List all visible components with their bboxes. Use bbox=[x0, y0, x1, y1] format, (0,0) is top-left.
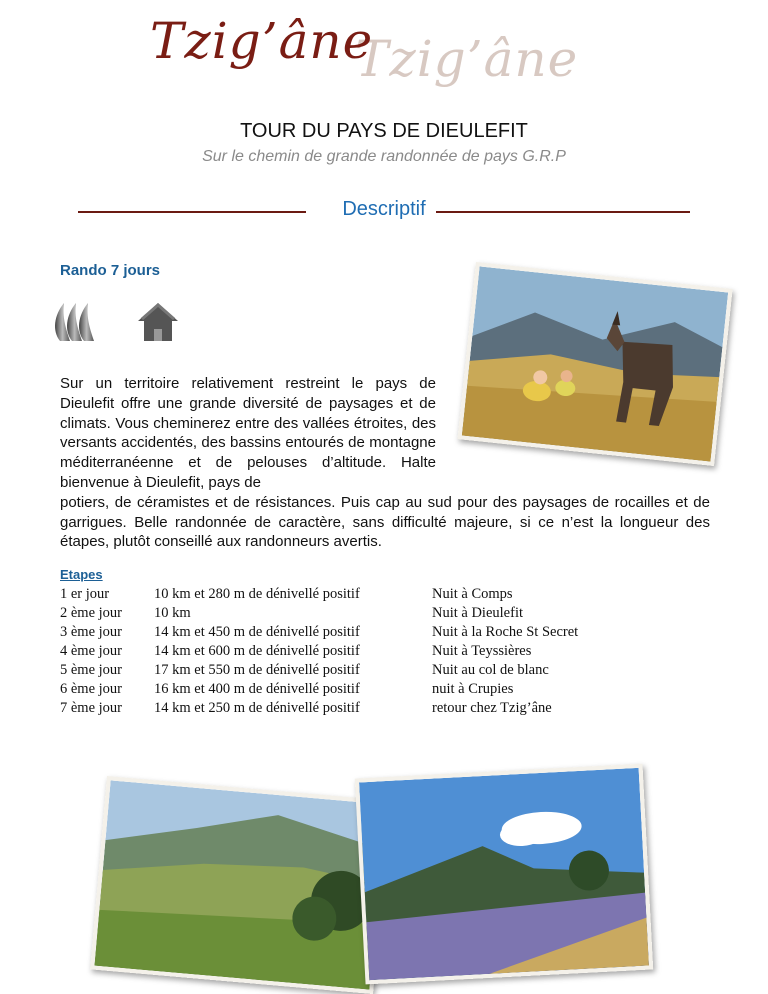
etape-day: 4 ème jour bbox=[60, 643, 123, 659]
etapes-title: Etapes bbox=[60, 567, 103, 582]
etape-day: 6 ème jour bbox=[60, 681, 123, 697]
difficulty-drops-icon bbox=[55, 303, 94, 341]
etape-distance: 10 km bbox=[154, 605, 191, 621]
etape-day: 2 ème jour bbox=[60, 605, 123, 621]
etape-distance: 10 km et 280 m de dénivellé positif bbox=[154, 586, 360, 602]
etape-day: 5 ème jour bbox=[60, 662, 123, 678]
etape-night: nuit à Crupies bbox=[432, 681, 514, 697]
description-text bbox=[60, 374, 710, 552]
rando-title: Rando 7 jours bbox=[60, 262, 161, 279]
brand-logo bbox=[150, 12, 590, 102]
divider-right bbox=[436, 211, 690, 213]
etape-distance: 14 km et 600 m de dénivellé positif bbox=[154, 643, 360, 659]
etape-night: retour chez Tzig’âne bbox=[432, 700, 552, 716]
home-icon bbox=[138, 303, 178, 341]
etape-night: Nuit à Teyssières bbox=[432, 643, 532, 659]
etape-day: 3 ème jour bbox=[60, 624, 123, 640]
etape-night: Nuit à Dieulefit bbox=[432, 605, 524, 621]
logo-text: Tzig’âne bbox=[150, 12, 374, 70]
etape-distance: 17 km et 550 m de dénivellé positif bbox=[154, 662, 360, 678]
etape-distance: 14 km et 450 m de dénivellé positif bbox=[154, 624, 360, 640]
etape-distance: 14 km et 250 m de dénivellé positif bbox=[154, 700, 360, 716]
etape-distance: 16 km et 400 m de dénivellé positif bbox=[154, 681, 360, 697]
etape-day: 1 er jour bbox=[60, 586, 110, 602]
photo-valley bbox=[90, 776, 390, 994]
photo-lavender bbox=[355, 764, 653, 985]
etape-day: 7 ème jour bbox=[60, 700, 123, 716]
description-part-2: potiers, de céramistes et de résistances. Puis cap au sud pour des paysages de rocailles et de garrigues. Belle randonnée de caractère, sans difficulté majeure, si ce n’est la longueur des étapes, plutôt conseillé aux randonneurs avertis. bbox=[60, 493, 710, 551]
page-subtitle: Sur le chemin de grande randonnée de pays G.R.P bbox=[202, 148, 566, 165]
description-part-1: Sur un territoire relativement restreint le pays de Dieulefit offre une grande diversité de paysages et de climats. Vous cheminerez entre des vallées étroites, des versants accidentés, des bassins entourés de montagne méditerranéenne et de pelouses d’altitude. Halte bienvenue à Dieulefit, pays de bbox=[60, 375, 436, 491]
etape-night: Nuit à la Roche St Secret bbox=[432, 624, 579, 640]
etape-night: Nuit au col de blanc bbox=[432, 662, 549, 678]
etape-night: Nuit à Comps bbox=[432, 586, 513, 602]
icon-row bbox=[50, 297, 190, 347]
page-title: TOUR DU PAYS DE DIEULEFIT bbox=[240, 120, 528, 142]
logo-ghost-text: Tzig’âne bbox=[355, 30, 579, 88]
section-heading: Descriptif bbox=[342, 198, 426, 220]
